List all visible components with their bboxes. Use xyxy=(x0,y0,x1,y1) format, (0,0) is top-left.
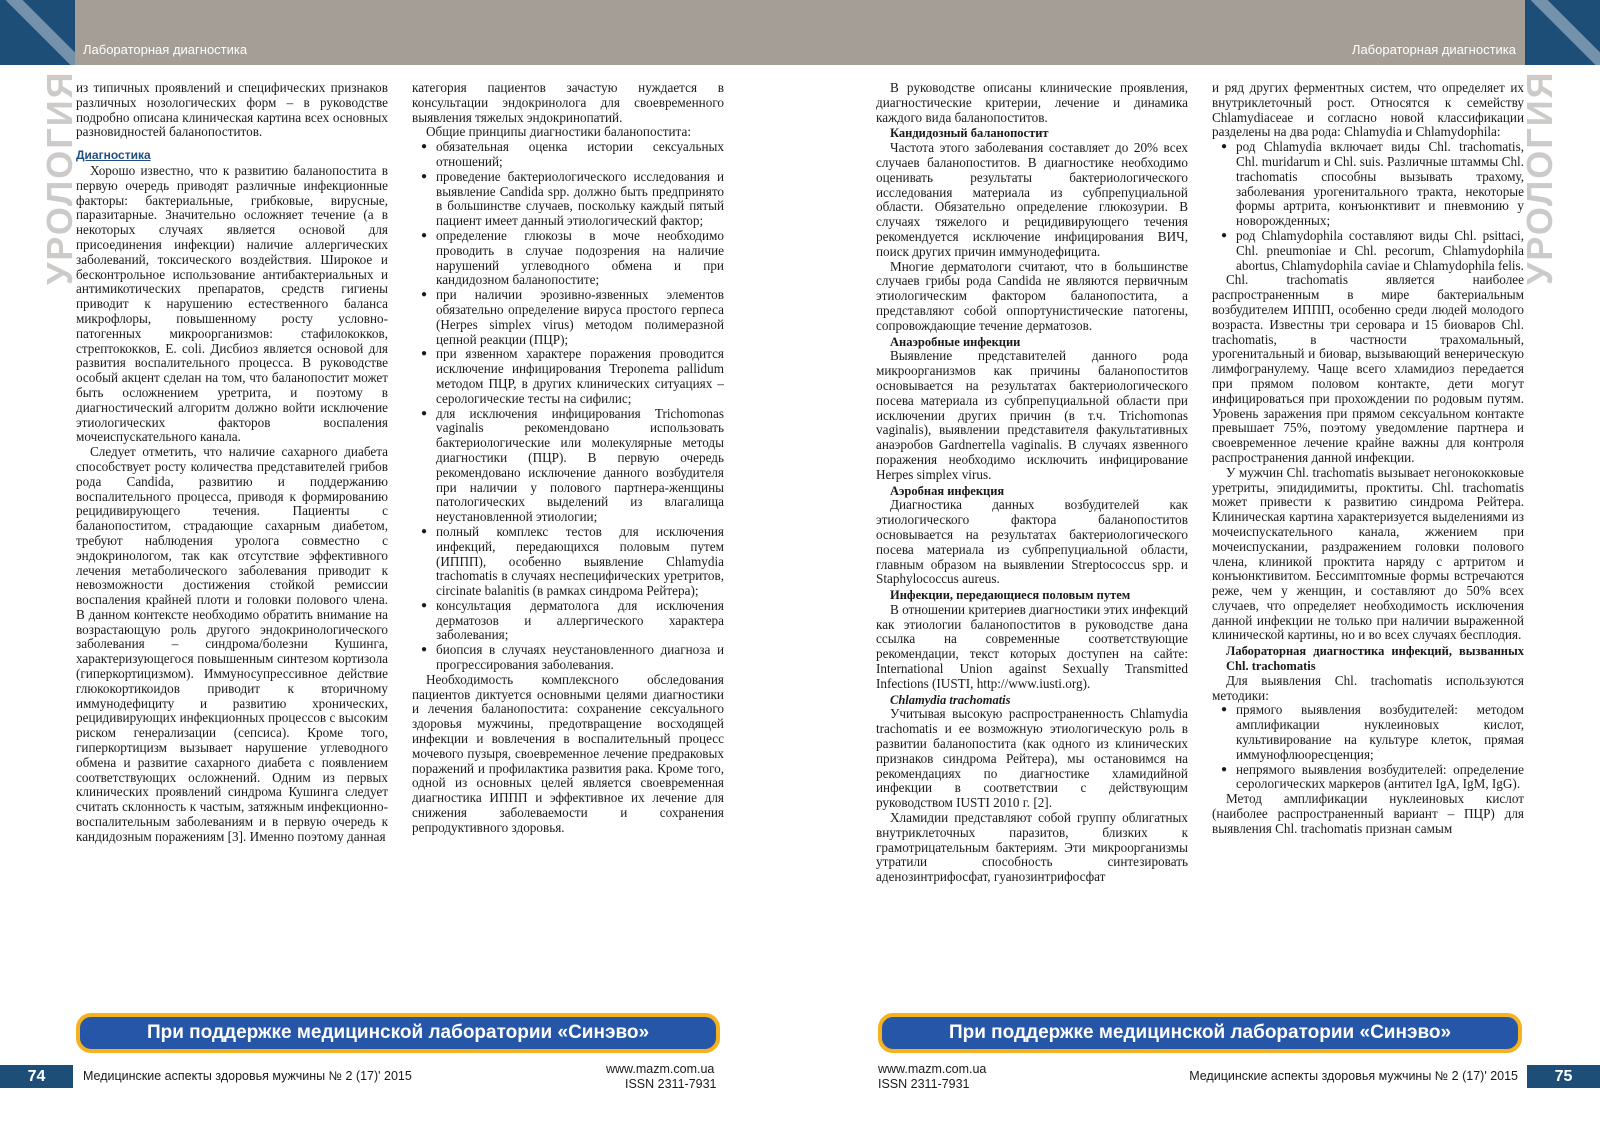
section-heading-diagnostics: Диагностика xyxy=(76,148,151,163)
list-item: ● проведение бактериологического исследования и выявление Candida spp. должно быть предпринято в большинстве случаев, поскольку каждый пятый пациент имеет данный этиологический фактор; xyxy=(436,170,724,229)
subheading-anaerobic: Анаэробные инфекции xyxy=(890,334,1021,349)
site-url-left: www.mazm.com.ua xyxy=(606,1062,715,1076)
genus-list xyxy=(1212,140,1524,273)
paragraph: Выявление представителей данного рода микроорганизмов как причины баланопоститов основывается на результатах бактериологического посева материала из субпрепуциальной области при исключении других причин (в т.ч. Trichomonas vaginalis), выявлении представителя факультативных анаэробов Gardnerrella vaginalis. В случаях язвенного поражения необходимо исключить инфицирование Herpes simplex virus. xyxy=(876,348,1188,482)
paragraph: категория пациентов зачастую нуждается в консультации эндокринолога для своевременного выявления тяжелых эндокринопатий. xyxy=(412,81,724,125)
journal-title-left: Медицинские аспекты здоровья мужчины № 2 (17)' 2015 xyxy=(83,1069,412,1083)
paragraph: Для выявления Chl. trachomatis используются методики: xyxy=(1212,672,1524,703)
paragraph: Chl. trachomatis является наиболее распространенным в мире бактериальным возбудителем ИППП, особенно среди людей молодого возраста. Известны три серовара и 15 биоваров Chl. trachomatis, в частности трахомальный, урогенитальный и биовар, вызывающий венерическую лимфогранулему. Чаще всего хламидиоз передается при прямом половом контакте, дети могут инфицироваться при прохождении по родовым путям. Уровень заражения при прямом сексуальном контакте превышает 75%, поэтому уведомление партнера и своевременное лечение крайне важны для контроля распространения данной инфекции. xyxy=(1212,272,1524,465)
list-item: ● обязательная оценка истории сексуальных отношений; xyxy=(436,140,724,170)
subheading-chlamydia: Chlamydia trachomatis xyxy=(890,692,1011,707)
paragraph: В руководстве описаны клинические проявления, диагностические критерии, лечение и динамика каждого вида баланопоститов. xyxy=(876,81,1188,125)
subheading-lab-diagnostics: Лабораторная диагностика инфекций, вызванных Chl. trachomatis xyxy=(1226,644,1524,674)
text-column-1 xyxy=(76,81,388,969)
sponsor-banner-left: При поддержке медицинской лаборатории «Синэво» xyxy=(76,1013,720,1053)
text-column-2 xyxy=(412,81,724,969)
list-item: ● род Chlamydophila составляют виды Chl. psittaci, Chl. pneumoniae и Chl. pecorum, Chlamydophila abortus, Chlamydophila caviae и Chlamydophila felis. xyxy=(1236,229,1524,273)
list-item: ● определение глюкозы в моче необходимо проводить в случае подозрения на наличие нарушений углеводного обмена и при кандидозном баланопостите; xyxy=(436,229,724,288)
sponsor-banner-right: При поддержке медицинской лаборатории «Синэво» xyxy=(878,1013,1522,1053)
list-item: ● при язвенном характере поражения проводится исключение инфицирования Treponema pallidum методом ПЦР, в других клинических ситуациях – серологические тесты на сифилис; xyxy=(436,347,724,406)
paragraph: У мужчин Chl. trachomatis вызывает негонококковые уретриты, эпидидимиты, проктиты. Chl. trachomatis может привести к развитию синдрома Рейтера. Клиническая картина характеризуется выделениями из мочеиспускательного канала, жжением при мочеиспускании, раздражением головки полового члена, клиникой проктита наряду с артритом и конъюнктивитом. Бессимптомные формы встречаются реже, чем у женщин, и составляют до 50% всех случаев, что определяет необходимость исключения данной инфекции не только при наличии выраженной клинической картины, но и во всех случаях бесплодия. xyxy=(1212,464,1524,643)
subheading-std: Инфекции, передающиеся половым путем xyxy=(890,588,1131,603)
paragraph: В отношении критериев диагностики этих инфекций как этиологии баланопоститов в руководстве дана ссылка на современные соответствующие рекомендации, текст которых доступен на сайте: International Union against Sexually Transmitted Infections (IUSTI, http://www.iusti.org). xyxy=(876,601,1188,691)
page-number-right: 75 xyxy=(1527,1065,1600,1088)
list-item: ● полный комплекс тестов для исключения инфекций, передающихся половым путем (ИППП), особенно выявление Chlamydia trachomatis в случаях неспецифических уретритов, circinate balanitis (в рамках синдрома Рейтера); xyxy=(436,525,724,599)
paragraph: Хорошо известно, что к развитию баланопостита в первую очередь приводят различные инфекционные факторы: бактериальные, грибковые, вирусные, паразитарные. Значительно осложняет течение (а в некоторых случаях является основой для присоединения инфекции) наличие аллергических заболеваний, токсического воздействия. Широкое и бесконтрольное использование антибактериальных и антимикотических препаратов, средств гигиены приводит к нарушению естественного баланса микрофлоры, повышенному росту условно-патогенных микроорганизмов: стафилококков, стрептококков, E. coli. Дисбиоз является основой для развития воспалительного процесса. В руководстве особый акцент сделан на том, что баланопостит может быть осложнением уретрита, и поэтому в диагностический алгоритм должно войти исключение этиологических факторов воспаления мочеиспускательного канала. xyxy=(76,162,388,445)
site-url-right: www.mazm.com.ua xyxy=(878,1062,987,1076)
list-item: ● род Chlamydia включает виды Chl. trachomatis, Chl. muridarum и Chl. suis. Различные штаммы Chl. trachomatis способны вызывать трахому, заболевания урогенитального тракта, некоторые формы артрита, конъюнктивит и пневмонию у новорожденных; xyxy=(1236,140,1524,229)
header-corner-right xyxy=(1525,0,1600,65)
list-item: ● для исключения инфицирования Trichomonas vaginalis рекомендовано использовать бактериологические или молекулярные методы диагностики (ПЦР). В первую очередь рекомендовано исключение данного возбудителя при наличии у полового партнера-женщины патологических выделений из влагалища неустановленной этиологии; xyxy=(436,407,724,525)
text-column-3 xyxy=(876,81,1188,969)
side-label-left: УРОЛОГИЯ xyxy=(39,70,80,286)
paragraph: Диагностика данных возбудителей как этиологического фактора баланопоститов основывается на результатах бактериологического посева материала из субпрепуциальной области, главным образом на выявлении Streptococcus spp. и Staphylococcus aureus. xyxy=(876,497,1188,587)
methods-list xyxy=(1212,703,1524,792)
paragraph: Необходимость комплексного обследования пациентов диктуется основными целями диагностики и лечения баланопостита: сохранение сексуального здоровья мужчины, предотвращение восходящей инфекции и вовлечения в воспалительный процесс мочевого пузыря, своевременное лечение предраковых поражений и профилактика развития рака. Кроме того, одной из основных целей является своевременная диагностика ИППП и эффективное их лечение для снижения заболеваемости и сохранения репродуктивного здоровья. xyxy=(412,671,724,835)
principles-lead: Общие принципы диагностики баланопостита: xyxy=(426,124,691,140)
header-title-right: Лабораторная диагностика xyxy=(1351,42,1516,57)
list-item: ● прямого выявления возбудителей: методом амплификации нуклеиновых кислот, культивирование на культуре клеток, прямая иммунофлюоресценция; xyxy=(1236,703,1524,762)
paragraph: Следует отметить, что наличие сахарного диабета способствует росту количества представителей грибов рода Candida, развитию и поддержанию воспалительного процесса, приводя к формированию рецидивирующего течения. Пациенты с баланопоститом, страдающие сахарным диабетом, требуют наблюдения уролога совместно с эндокринологом, так как отсутствие эффективного лечения метаболического заболевания приводит к невозможности достижения стойкой ремиссии воспаления крайней плоти и головки полового члена. В данном контексте необходимо обратить внимание на возрастающую роль другого эндокринологического заболевания – синдрома/болезни Кушинга, характеризующегося повышенным синтезом кортизола (гиперкортицизмом). Иммуносупрессивное действие глюкокортикоидов приводит к вторичному иммунодефициту и развитию хронических, рецидивирующих инфекционных процессов с высоким риском генерализации (сепсиса). Кроме того, гиперкортицизм вызывает нарушение углеводного обмена и развитие сахарного диабета с появлением соответствующих осложнений. Одним из первых клинических проявлений синдрома Кушинга следует считать склонность к частым, затяжным инфекционно-воспалительным заболеваниям и в первую очередь к кандидозным поражениям [3]. Именно поэтому данная xyxy=(76,444,388,844)
subheading-aerobic: Аэробная инфекция xyxy=(890,483,1005,498)
list-item: ● биопсия в случаях неустановленного диагноза и прогрессирования заболевания. xyxy=(436,643,724,673)
paragraph: из типичных проявлений и специфических признаков различных нозологических форм – в руководстве подробно описана клиническая картина всех основных разновидностей баланопоститов. xyxy=(76,81,388,140)
page-number-left: 74 xyxy=(0,1065,73,1088)
paragraph: Метод амплификации нуклеиновых кислот (наиболее распространенный вариант – ПЦР) для выявления Chl. trachomatis признан самым xyxy=(1212,791,1524,836)
paragraph: и ряд других ферментных систем, что определяет их внутриклеточный рост. Относятся к семейству Chlamydiaceae и согласно новой классификации разделены на два рода: Chlamydia и Chlamydophila: xyxy=(1212,81,1524,140)
issn-right: ISSN 2311-7931 xyxy=(878,1077,970,1091)
principles-list xyxy=(412,140,724,673)
text-column-4 xyxy=(1212,81,1524,969)
list-item: ● при наличии эрозивно-язвенных элементов обязательно определение вируса простого герпеса (Herpes simplex virus) методом полимеразной цепной реакции (ПЦР); xyxy=(436,288,724,347)
issn-left: ISSN 2311-7931 xyxy=(625,1077,717,1091)
paragraph: Учитывая высокую распространенность Chlamydia trachomatis и ее возможную этиологическую роль в развитии баланопостита (как одного из клинических признаков синдрома Рейтера), мы остановимся на рекомендациях по диагностике хламидийной инфекции в соответствии с действующим руководством IUSTI 2010 г. [2]. xyxy=(876,706,1188,811)
header-corner-left xyxy=(0,0,75,65)
paragraph: Частота этого заболевания составляет до 20% всех случаев баланопоститов. В диагностике необходимо оценивать результаты бактериологического исследования материала из субпрепуциальной области. Обязательно определение глюкозурии. В случаях тяжелого и рецидивирующего течения рекомендуется исключение инфицирования ВИЧ, поиск других причин иммунодефицита. xyxy=(876,140,1188,259)
list-item: ● консультация дерматолога для исключения дерматозов и аллергического характера заболевания; xyxy=(436,599,724,643)
list-item: ● непрямого выявления возбудителей: определение серологических маркеров (антител IgA, IgM, IgG). xyxy=(1236,763,1524,793)
side-label-right: УРОЛОГИЯ xyxy=(1519,70,1560,286)
paragraph: Хламидии представляют собой группу облигатных внутриклеточных паразитов, близких к грамотрицательным бактериям. Эти микроорганизмы утратили способность синтезировать аденозинтрифосфат, гуанозинтрифосфат xyxy=(876,810,1188,885)
header-title-left: Лабораторная диагностика xyxy=(83,42,248,57)
journal-title-right: Медицинские аспекты здоровья мужчины № 2 (17)' 2015 xyxy=(1189,1069,1518,1083)
subheading-candida: Кандидозный баланопостит xyxy=(890,126,1049,141)
paragraph: Многие дерматологи считают, что в большинстве случаев грибы рода Candida не являются первичным этиологическим фактором баланопостита, а представляют собой оппортунистические патогены, сопровождающие течение дерматозов. xyxy=(876,258,1188,333)
